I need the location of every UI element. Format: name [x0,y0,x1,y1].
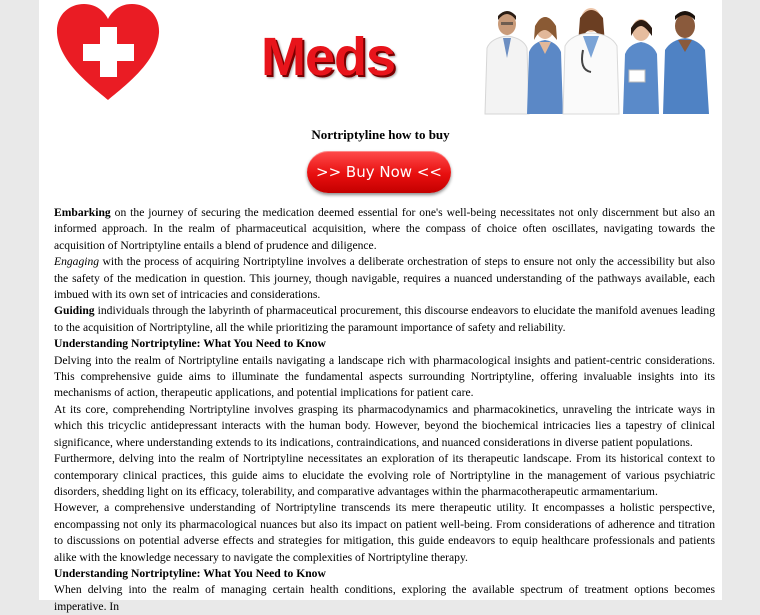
paragraph-2-lead: Engaging [54,255,100,269]
paragraph-3 [54,303,715,336]
paragraph-2-text: with the process of acquiring Nortriptyline involves a deliberate orchestration of steps to ensure not only the accessibility but also the safety of the medication in question. This journey, though navigable, requires a nuanced understanding of the pathways available, each imbued with its own set of intricacies and considerations. [54,255,715,302]
paragraph-3-text: individuals through the labyrinth of pharmaceutical procurement, this discourse endeavors to elucidate the manifold avenues leading to the acquisition of Nortriptyline, all the while prioritizing the paramount importance of safety and reliability. [54,304,715,334]
paragraph-8: When delving into the realm of managing certain health conditions, exploring the available spectrum of treatment options becomes imperative. In [54,583,715,613]
paragraph-2 [54,254,715,303]
paragraph-1-text: on the journey of securing the medication deemed essential for one's well-being necessitates not only discernment but also an informed approach. In the realm of pharmaceutical acquisition, where the compass of choice often oscillates, navigating towards the acquisition of Nortriptyline entails a blend of prudence and diligence. [54,206,715,252]
brand-logo[interactable]: Meds [261,27,396,87]
paragraph-5: At its core, comprehending Nortriptyline involves grasping its pharmacodynamics and pharmacokinetics, unraveling the intricate ways in which this tricyclic antidepressant interacts with the human body. However, beyond the biochemical intricacies lies a tapestry of clinical significance, where understanding extends to its indications, contraindications, and nuanced considerations in diverse patient populations. [54,402,715,449]
paragraph-4: Delving into the realm of Nortriptyline entails navigating a landscape rich with pharmacological insights and patient-centric considerations. This comprehensive guide aims to illuminate the fundamental aspects surrounding Nortriptyline, offering invaluable insights into its mechanisms of action, therapeutic applications, and potential implications for patient care. [54,353,715,400]
section-heading-2: Understanding Nortriptyline: What You Need to Know [54,566,326,580]
paragraph-7: However, a comprehensive understanding of Nortriptyline transcends its mere therapeutic utility. It encompasses a holistic perspective, encompassing not only its pharmacological nuances but also its impact on patient well-being. From considerations of adherence and titration to discussions on potential adverse effects and strategies for mitigation, this guide endeavors to equip healthcare professionals and patients alike with the knowledge necessary to navigate the complexities of Nortriptyline therapy. [54,501,715,564]
page-title: Nortriptyline how to buy [311,127,450,142]
medical-staff-photo [479,0,715,114]
heart-cross-logo-icon[interactable] [55,3,161,101]
buy-now-button[interactable]: >> Buy Now << [307,151,451,193]
paragraph-6: Furthermore, delving into the realm of Nortriptyline necessitates an exploration of its therapeutic landscape. From its historical context to contemporary clinical practices, this guide aims to elucidate the evolving role of Nortriptyline in the management of various psychiatric disorders, shedding light on its efficacy, tolerability, and comparative advantages within the pharmacotherapeutic armamentarium. [54,452,715,498]
paragraph-1 [54,205,715,254]
paragraph-3-lead: Guiding [54,304,95,318]
section-heading-1: Understanding Nortriptyline: What You Need to Know [54,337,326,351]
article-body [54,205,715,615]
site-header [39,0,722,118]
paragraph-1-lead: Embarking [54,206,111,219]
page-container [39,0,722,613]
